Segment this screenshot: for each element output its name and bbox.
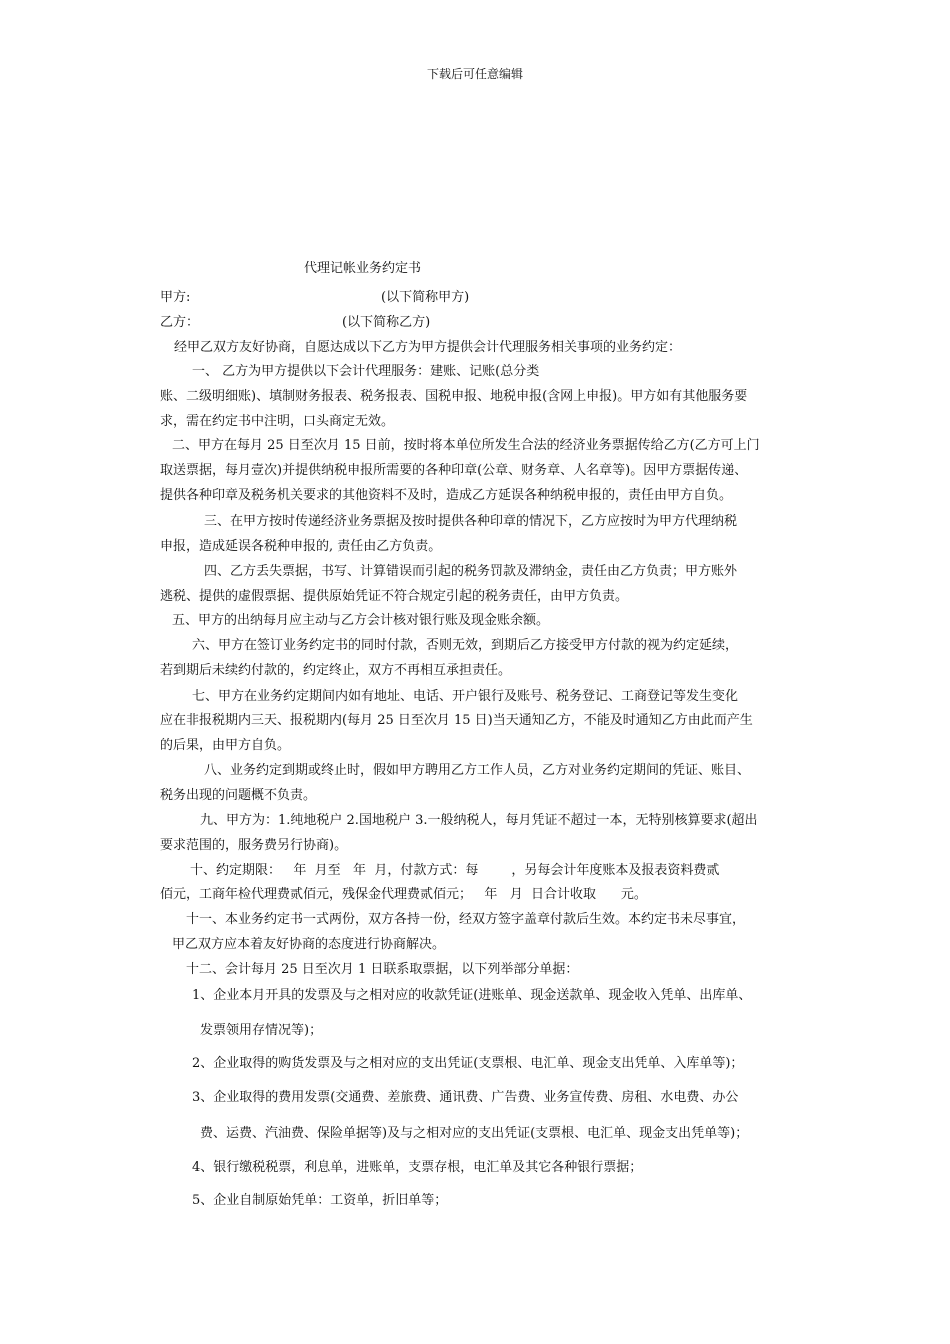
clause-11-line-2: 甲乙双方应本着友好协商的态度进行协商解决。 (172, 937, 446, 952)
intro-paragraph: 经甲乙双方友好协商，自愿达成以下乙方为甲方提供会计代理服务相关事项的业务约定： (174, 340, 682, 355)
clause-9-line-2: 要求范围的，服务费另行协商)。 (160, 838, 348, 853)
clause-2-line-3: 提供各种印章及税务机关要求的其他资料不及时，造成乙方延误各种纳税申报的，责任由甲方自负。 (160, 488, 733, 503)
item-2: 2、企业取得的购货发票及与之相对应的支出凭证(支票根、电汇单、现金支出凭单、入库单等)； (192, 1056, 744, 1071)
clause-5: 五、甲方的出纳每月应主动与乙方会计核对银行账及现金账余额。 (172, 613, 550, 628)
clause-3-line-2: 申报，造成延误各税种申报的, 责任由乙方负责。 (160, 539, 442, 554)
party-a-note: (以下简称甲方) (381, 290, 470, 305)
document-title: 代理记帐业务约定书 (304, 261, 422, 276)
clause-10-line-2: 佰元，工商年检代理费贰佰元，残保金代理费贰佰元； 年 月 日合计收取 元。 (160, 887, 647, 902)
clause-1-line-2: 账、二级明细账)、填制财务报表、税务报表、国税申报、地税申报(含网上申报)。甲方如有其他服务要 (160, 389, 748, 404)
party-b-label: 乙方： (160, 315, 200, 330)
clause-11-line-1: 十一、本业务约定书一式两份，双方各持一份，经双方签字盖章付款后生效。本约定书未尽事宜， (186, 912, 746, 927)
item-1-line-2: 发票领用存情况等)； (200, 1023, 323, 1038)
clause-12: 十二、会计每月 25 日至次月 1 日联系取票据，以下列举部分单据： (186, 962, 579, 977)
party-b-note: (以下简称乙方) (342, 315, 431, 330)
clause-6-line-2: 若到期后未续约付款的，约定终止，双方不再相互承担责任。 (160, 663, 512, 678)
clause-4-line-2: 逃税、提供的虚假票据、提供原始凭证不符合规定引起的税务责任，由甲方负责。 (160, 589, 629, 604)
clause-7-line-2: 应在非报税期内三天、报税期内(每月 25 日至次月 15 日)当天通知乙方，不能及时通知乙方由此而产生 (160, 713, 753, 728)
clause-8-line-2: 税务出现的问题概不负责。 (160, 788, 317, 803)
item-4: 4、银行缴税税票，利息单，进账单，支票存根，电汇单及其它各种银行票据； (192, 1160, 643, 1175)
item-1-line-1: 1、企业本月开具的发票及与之相对应的收款凭证(进账单、现金送款单、现金收入凭单、出库单、 (192, 988, 752, 1003)
clause-6-line-1: 六、甲方在签订业务约定书的同时付款，否则无效，到期后乙方接受甲方付款的视为约定延续， (192, 638, 739, 653)
clause-2-line-1: 二、甲方在每月 25 日至次月 15 日前，按时将本单位所发生合法的经济业务票据传给乙方(乙方可上门 (172, 438, 760, 453)
clause-1-line-1: 一、 乙方为甲方提供以下会计代理服务：建账、记账(总分类 (192, 364, 540, 379)
clause-2-line-2: 取送票据，每月壹次)并提供纳税申报所需要的各种印章(公章、财务章、人名章等)。因甲方票据传递、 (160, 463, 748, 478)
clause-7-line-3: 的后果，由甲方自负。 (160, 738, 291, 753)
clause-10-line-1: 十、约定期限： 年 月至 年 月，付款方式：每 ，另每会计年度账本及报表资料费贰 (190, 863, 720, 878)
clause-9-line-1: 九、甲方为：1.纯地税户 2.国地税户 3.一般纳税人，每月凭证不超过一本，无特别核算要求(超出 (200, 813, 758, 828)
page-header: 下载后可任意编辑 (426, 67, 523, 81)
clause-3-line-1: 三、在甲方按时传递经济业务票据及按时提供各种印章的情况下，乙方应按时为甲方代理纳税 (204, 514, 738, 529)
item-3-line-1: 3、企业取得的费用发票(交通费、差旅费、通讯费、广告费、业务宣传费、房租、水电费、办公 (192, 1090, 739, 1105)
item-5: 5、企业自制原始凭单：工资单，折旧单等； (192, 1193, 448, 1208)
party-a-label: 甲方: (160, 290, 191, 305)
clause-8-line-1: 八、业务约定到期或终止时，假如甲方聘用乙方工作人员，乙方对业务约定期间的凭证、账目、 (204, 763, 751, 778)
clause-4-line-1: 四、乙方丢失票据，书写、计算错误而引起的税务罚款及滞纳金，责任由乙方负责；甲方账外 (204, 564, 738, 579)
item-3-line-2: 费、运费、汽油费、保险单据等)及与之相对应的支出凭证(支票根、电汇单、现金支出凭单等)； (200, 1126, 749, 1141)
clause-1-line-3: 求，需在约定书中注明，口头商定无效。 (160, 414, 395, 429)
clause-7-line-1: 七、甲方在业务约定期间内如有地址、电话、开户银行及账号、税务登记、工商登记等发生变化 (192, 689, 739, 704)
